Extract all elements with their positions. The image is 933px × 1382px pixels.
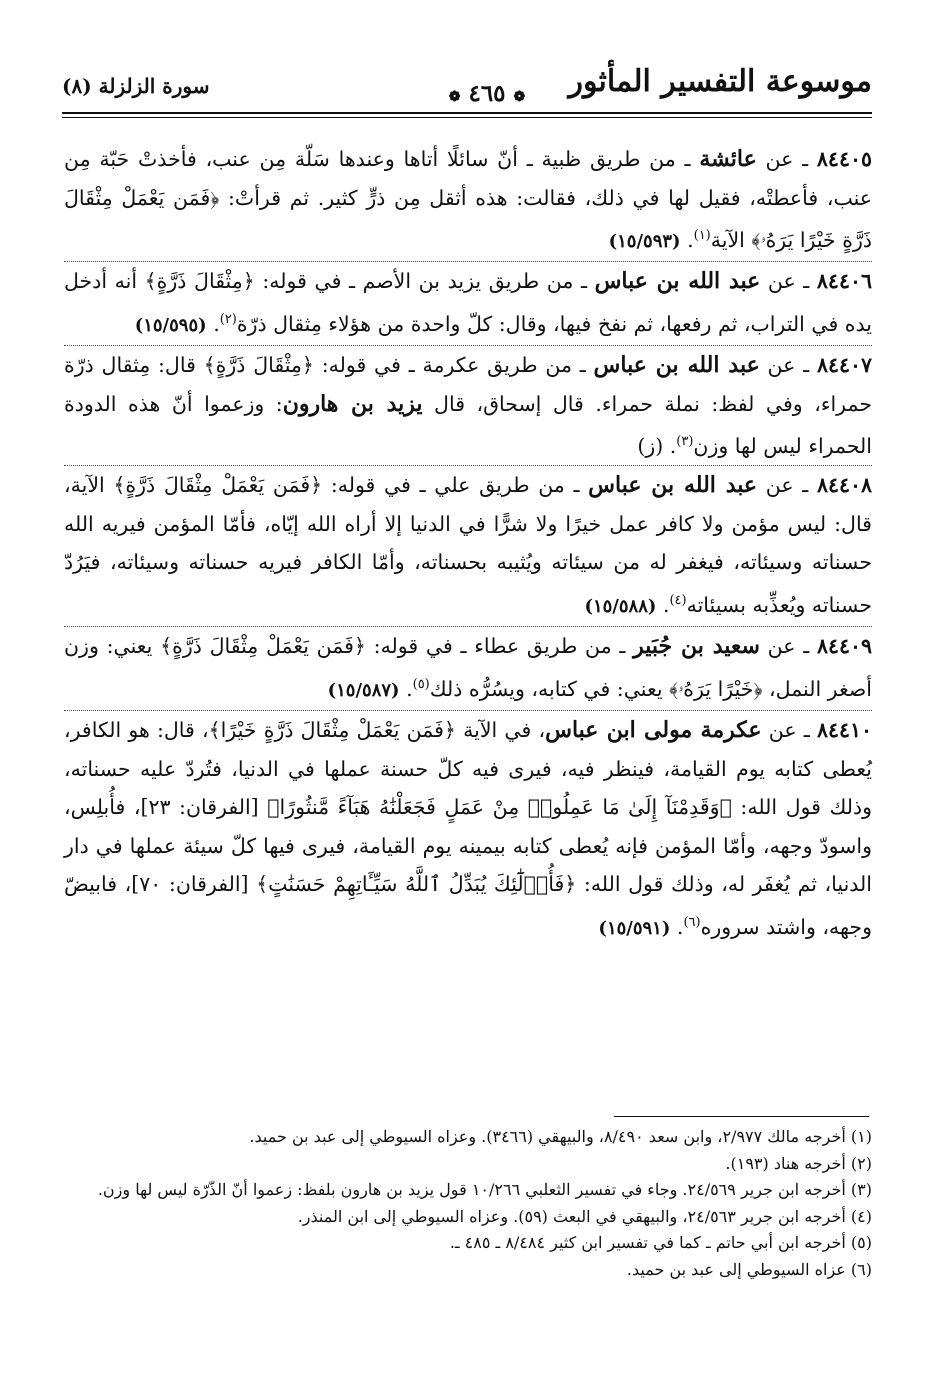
footnotes (64, 1124, 872, 1283)
quran-quote: ﴿فَمَن يَعْمَلْ مِثْقَالَ ذَرَّةٍ﴾ (160, 634, 366, 659)
paragraph-text: الآية (710, 227, 752, 252)
volume-reference: (١٥/٥٩٥) (134, 314, 207, 336)
narrator-name: عكرمة مولى ابن عباس (545, 717, 762, 744)
hadith-number: ٨٤٤٠٦ (816, 269, 872, 294)
footnote-marker: (١) (693, 228, 711, 243)
paragraph-text: ـ عن (756, 147, 817, 171)
narrator-name: عبد الله بن عباس (588, 472, 758, 499)
paragraph-text: الآية، قال: ليس مؤمن ولا كافر عمل خيرًا ولا شرًّا في الدنيا إلا أراه الله إيّاه، فأمّا المؤمن فيريه الله حسناته وسيئاته، فيغفر له من سيئاته ويُثيبه بحسناته، وأمّا الكافر فيريه حسناته وسيئاته، فيَرُدّ حسناته ويُعذِّبه بسيئاته (64, 473, 872, 617)
footnote-marker: (٥) (412, 676, 430, 692)
paragraph-text: . (670, 914, 684, 939)
volume-reference: (١٥/٥٨٨) (584, 595, 657, 617)
volume-reference: (١٥/٥٩١) (598, 917, 671, 939)
paragraph-text: أنه أدخل يده في التراب، ثم رفعها، ثم نفخ فيها، وقال: كلّ واحدة من هؤلاء مِثقال ذرّة (64, 269, 872, 336)
footnote-separator (614, 1116, 869, 1117)
paragraph-text: ـ من طريق عطاء ـ في قوله: (365, 634, 634, 659)
paragraph-text: . (399, 676, 413, 701)
paragraph-text: ـ من طريق ظبية ـ أنّ سائلًا أتاها وعندها سَلّة مِن عنب، فأخذتْ حَبّة مِن عنب، فأعطتْه، فقيل لها في ذلك، فقالت: هذه أثقل مِن ذرٍّ كثير. ثم قرأتْ: (64, 147, 873, 210)
header-rule (62, 112, 872, 114)
hadith-paragraph (64, 345, 872, 465)
narrator-name: عائشة (699, 146, 757, 172)
paragraph-text: ـ من طريق يزيد بن الأصم ـ في قوله: (254, 269, 595, 294)
paragraph-text: ـ عن (761, 718, 817, 743)
hadith-paragraph (64, 261, 872, 345)
paragraph-text: ، قال: هو الكافر، يُعطى كتابه يوم القيامة، فينظر فيه، فيرى فيه كلّ حسنة عملها في الدنيا، فتُردّ عليه حسناته، وذلك قول الله: (64, 718, 872, 820)
paragraph-text: يعني: في كتابه، ويسُرُّه ذلك (429, 676, 670, 701)
paragraph-text: ـ من طريق علي ـ في قوله: (322, 473, 589, 498)
hadith-number: ٨٤٤٠٥ (816, 147, 872, 171)
paragraph-text: [الفرقان: ٧٠]، فابيضّ وجهه، واشتد سروره (64, 872, 872, 939)
volume-reference: (١٥/٥٨٧) (327, 679, 400, 701)
page-number-block (432, 80, 542, 107)
footnote-marker: (٦) (683, 914, 701, 930)
hadith-number: ٨٤٤٠٩ (816, 634, 872, 659)
paragraph-text: . (680, 227, 694, 252)
narrator-name: يزيد بن هارون (282, 390, 423, 417)
ornament-icon: ❁ (448, 89, 461, 105)
narrator-name: سعيد بن جُبَير (633, 633, 760, 660)
footnote-marker: (٤) (669, 592, 687, 608)
footnote-item: (٢) أخرجه هناد (١٩٣). (725, 1153, 872, 1173)
footnote-item: (١) أخرجه مالك ٢/٩٧٧، وابن سعد ٨/٤٩٠، والبيهقي (٣٤٦٦). وعزاه السيوطي إلى عبد بن حميد. (249, 1127, 872, 1146)
quran-quote: ﴿فَمَن يَعْمَلْ مِثْقَالَ ذَرَّةٍ﴾ (113, 473, 323, 498)
footnote-item: (٦) عزاه السيوطي إلى عبد بن حميد. (626, 1259, 872, 1279)
paragraph-text: ، في الآية (455, 718, 546, 743)
paragraph-text: ـ من طريق عكرمة ـ في قوله: (313, 353, 594, 378)
footnote-item: (٥) أخرجه ابن أبي حاتم ـ كما في تفسير ابن كثير ٨/٤٨٤ ـ ٤٨٥ ـ. (449, 1233, 872, 1252)
paragraph-text: . (206, 311, 220, 336)
footnote-item: (٣) أخرجه ابن جرير ٢٤/٥٦٩. وجاء في تفسير الثعلبي ١٠/٢٦٦ قول يزيد بن هارون بلفظ: زعموا أنّ الذّرّة ليس لها وزن. (97, 1180, 872, 1199)
paragraph-text: ـ عن (757, 473, 817, 498)
hadith-number: ٨٤٤٠٧ (816, 353, 872, 378)
hadith-paragraph (64, 626, 872, 710)
paragraph-text: ـ عن (759, 634, 817, 659)
page-header (62, 58, 872, 114)
narrator-name: عبد الله بن عباس (593, 352, 760, 379)
main-text (64, 140, 872, 948)
hadith-paragraph (64, 140, 872, 261)
paragraph-text: : وزعموا أنّ هذه الدودة الحمراء ليس لها وزن (64, 391, 872, 458)
quran-quote: ﴿فَمَن يَعْمَلْ مِثْقَالَ ذَرَّةٍ خَيْرًا﴾ (208, 718, 456, 743)
quran-quote: ﴿فَأُو۟لَٰٓئِكَ يُبَدِّلُ ٱللَّهُ سَيِّـَٔاتِهِمْ حَسَنَٰتٍ﴾ (256, 872, 577, 897)
hadith-number: ٨٤٤١٠ (816, 718, 873, 743)
paragraph-text: [الفرقان: ٢٣]، فأُبلِس، واسودّ وجهه، وأمّا المؤمن فإنه يُعطى كتابه بيمينه يوم القيامة، فيرى فيها كلّ سيئة عملها في دار الدنيا، ثم يُغفَر له، وذلك قول الله: (64, 795, 872, 897)
quran-quote: ﴿وَقَدِمْنَآ إِلَىٰ مَا عَمِلُوا۟ مِنْ عَمَلٍ فَجَعَلْنَٰهُ هَبَآءً مَّنثُورًا﴾ (267, 795, 732, 820)
page-number: ٤٦٥ (468, 80, 506, 107)
footnote-marker: (٣) (676, 434, 694, 450)
paragraph-text: ـ عن (759, 353, 817, 378)
footnote-item: (٤) أخرجه ابن جرير ٢٤/٥٦٣، والبيهقي في البعث (٥٩). وعزاه السيوطي إلى ابن المنذر. (297, 1206, 872, 1226)
footnote-marker: (٢) (219, 311, 237, 327)
paragraph-text: قال: مِثقال ذرّة حمراء، وفي لفظ: نملة حمراء. قال إسحاق، قال (64, 353, 872, 416)
surah-label: سورة الزلزلة (٨) (62, 74, 210, 98)
narrator-name: عبد الله بن عباس (594, 268, 761, 295)
header-rule-thin (62, 117, 872, 118)
volume-reference: (١٥/٥٩٣) (608, 230, 681, 252)
hadith-paragraph (64, 710, 872, 948)
quran-quote: ﴿مِثْقَالَ ذَرَّةٍ﴾ (203, 353, 314, 378)
quran-quote: ﴿مِثْقَالَ ذَرَّةٍ﴾ (144, 269, 255, 294)
quran-quote: ﴿خَيْرًا يَرَهُۥ﴾ (669, 676, 763, 701)
ornament-icon: ❁ (513, 89, 526, 105)
hadith-number: ٨٤٤٠٨ (816, 473, 872, 498)
hadith-paragraph (64, 465, 872, 626)
paragraph-text: . (ز) (637, 433, 677, 458)
paragraph-text: . (656, 592, 670, 617)
book-title: موسوعة التفسير المأثور (568, 64, 872, 99)
paragraph-text: ـ عن (760, 269, 817, 294)
paragraph-text: يعني: وزن أصغر النمل، (64, 634, 872, 701)
quran-quote: ﴿فَمَن يَعْمَلْ مِثْقَالَ ذَرَّةٍ خَيْرًا يَرَهُۥ﴾ (64, 185, 872, 252)
